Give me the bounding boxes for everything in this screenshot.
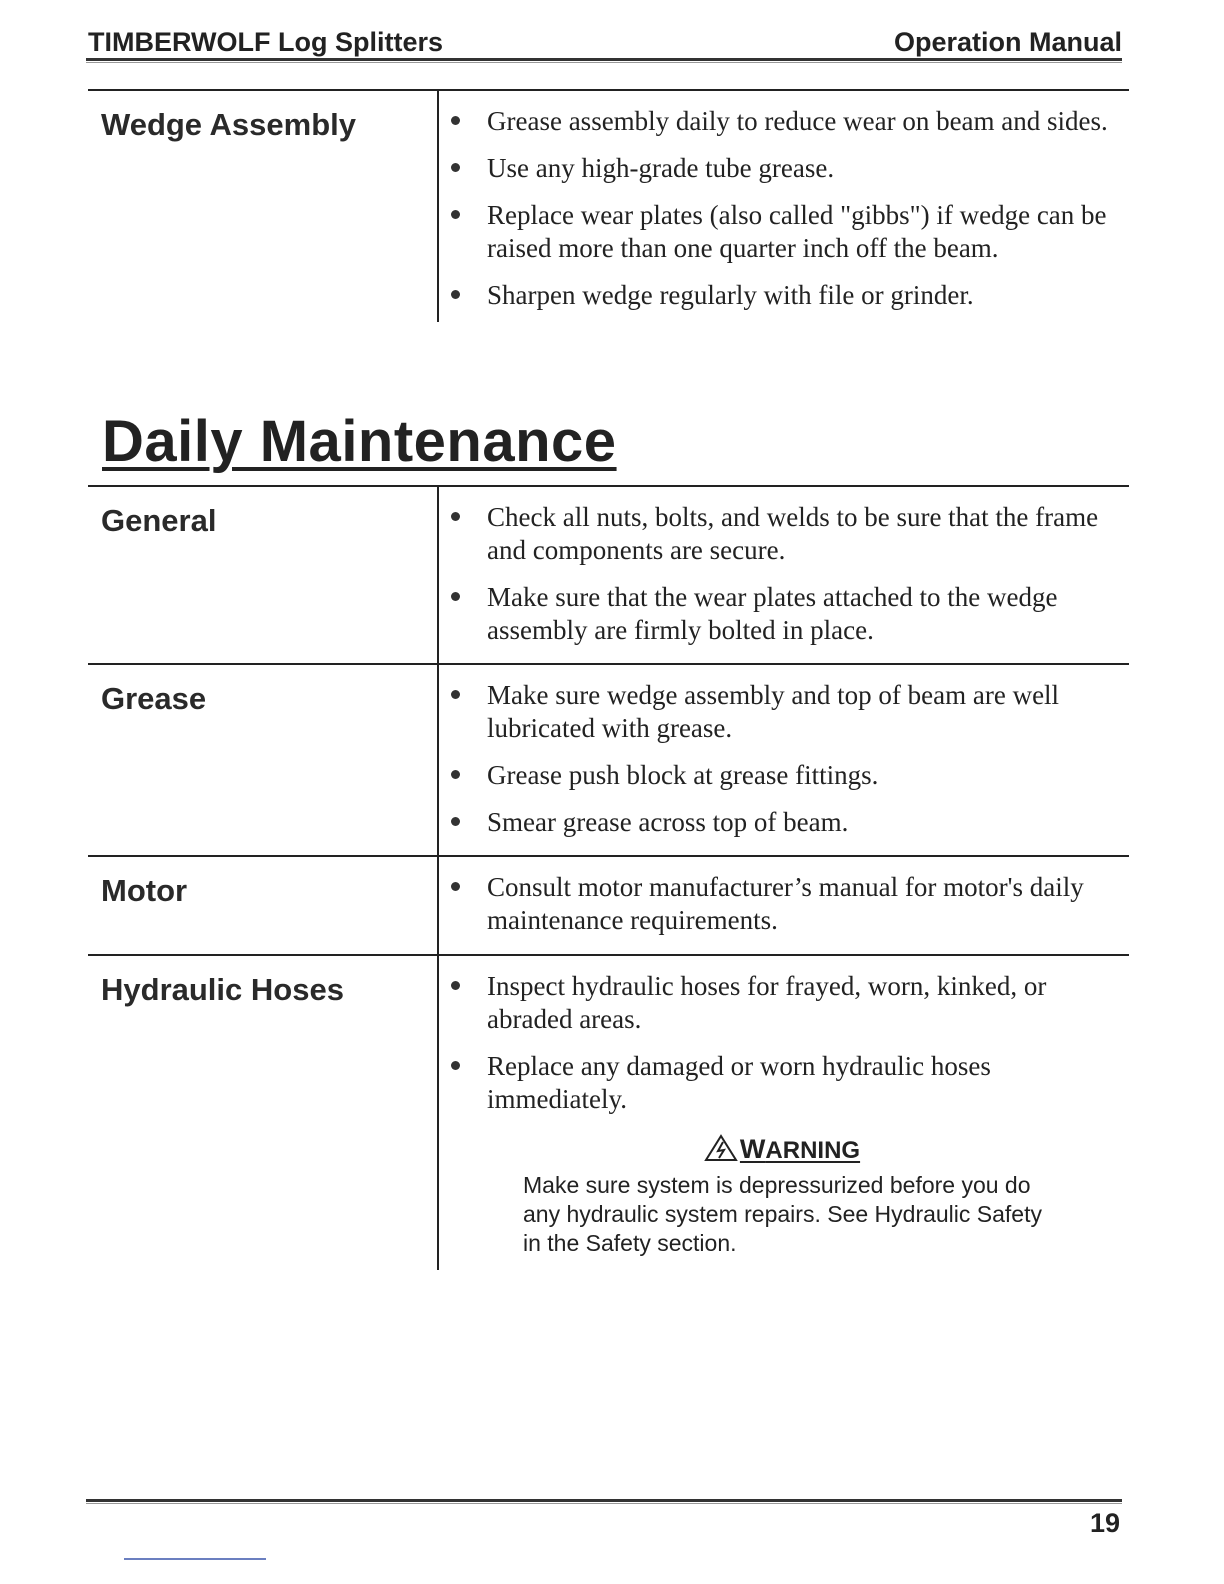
table-row-hydraulic-hoses	[88, 954, 1129, 1270]
general-content	[437, 487, 1129, 663]
bullet-icon	[451, 116, 460, 125]
warning-heading: WARNING	[451, 1134, 1113, 1165]
hydraulic-hoses-content	[437, 956, 1129, 1270]
bullet-icon	[451, 882, 460, 891]
footer-rule	[86, 1499, 1122, 1502]
hydraulic-hoses-label: Hydraulic Hoses	[101, 972, 344, 1007]
bullet-icon	[451, 1061, 460, 1070]
header-title: TIMBERWOLF Log Splitters	[88, 27, 443, 57]
list-item: Check all nuts, bolts, and welds to be sure that the frame and components are secure.	[451, 501, 1113, 567]
wedge-assembly-list	[451, 105, 1113, 312]
general-label: General	[101, 503, 217, 538]
bullet-icon	[451, 290, 460, 299]
list-item: Consult motor manufacturer’s manual for motor's daily maintenance requirements.	[451, 871, 1113, 937]
page-number: 19	[1089, 1508, 1120, 1538]
motor-list	[451, 871, 1113, 937]
daily-maintenance-table	[88, 485, 1129, 1270]
list-item: Use any high-grade tube grease.	[451, 152, 1113, 185]
bullet-icon	[451, 770, 460, 779]
table-row-grease	[88, 663, 1129, 855]
header-rule	[86, 58, 1122, 61]
list-item: Replace wear plates (also called "gibbs") if wedge can be raised more than one quarter inch off the beam.	[451, 199, 1113, 265]
bullet-icon	[451, 690, 460, 699]
list-item: Smear grease across top of beam.	[451, 806, 1113, 839]
list-item: Make sure that the wear plates attached to the wedge assembly are firmly bolted in place.	[451, 581, 1113, 647]
bullet-icon	[451, 981, 460, 990]
footer-rule-thin	[86, 1503, 1122, 1504]
list-item: Inspect hydraulic hoses for frayed, worn, kinked, or abraded areas.	[451, 970, 1113, 1036]
bullet-icon	[451, 592, 460, 601]
bullet-icon	[451, 210, 460, 219]
table-row-general	[88, 485, 1129, 663]
running-header	[88, 22, 1122, 58]
bullet-icon	[451, 512, 460, 521]
table-row-motor	[88, 855, 1129, 954]
wedge-assembly-label: Wedge Assembly	[101, 107, 356, 142]
wedge-assembly-row	[88, 89, 1129, 322]
motor-content	[437, 857, 1129, 954]
bullet-icon	[451, 163, 460, 172]
page-title: Daily Maintenance	[102, 409, 617, 474]
grease-content	[437, 665, 1129, 855]
motor-label: Motor	[101, 873, 188, 908]
warning-triangle-icon	[704, 1134, 738, 1162]
list-item: Grease assembly daily to reduce wear on beam and sides.	[451, 105, 1113, 138]
grease-label: Grease	[101, 681, 207, 716]
hydraulic-hoses-list	[451, 970, 1113, 1116]
list-item: Grease push block at grease fittings.	[451, 759, 1113, 792]
header-rule-thin	[86, 62, 1122, 63]
wedge-assembly-content	[437, 91, 1129, 322]
list-item: Replace any damaged or worn hydraulic hoses immediately.	[451, 1050, 1113, 1116]
grease-list	[451, 679, 1113, 839]
warning-text: Make sure system is depressurized before you do any hydraulic system repairs. See Hydraulic Safety in the Safety section.	[523, 1172, 1042, 1256]
bullet-icon	[451, 817, 460, 826]
list-item: Sharpen wedge regularly with file or grinder.	[451, 279, 1113, 312]
general-list	[451, 501, 1113, 647]
list-item: Make sure wedge assembly and top of beam are well lubricated with grease.	[451, 679, 1113, 745]
wedge-assembly-section	[88, 89, 1129, 322]
scan-artifact-line	[124, 1558, 266, 1560]
header-manual-name: Operation Manual	[893, 27, 1122, 57]
